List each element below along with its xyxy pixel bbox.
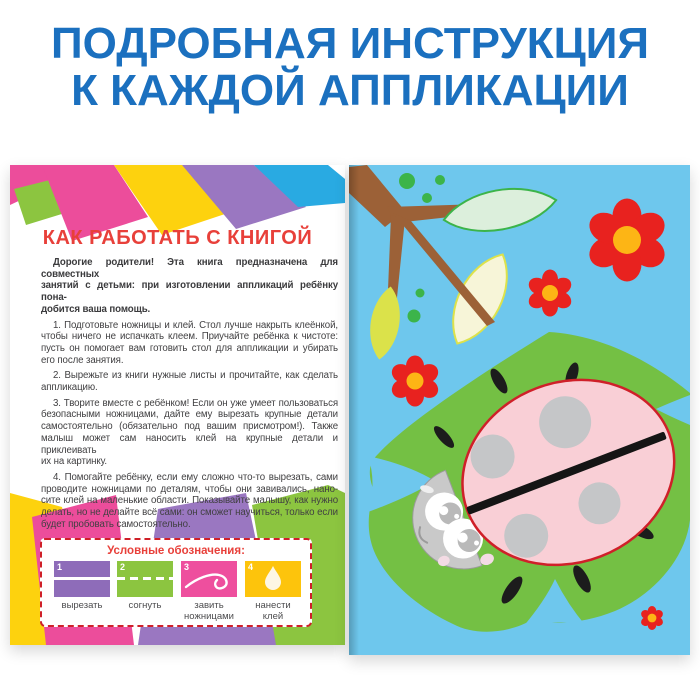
text-line: безопасными ножницами, дайте ему вырезать крупные детали bbox=[41, 409, 338, 421]
text-line: пусть он помогает вам готовить стол для аппликации и убирать bbox=[41, 342, 338, 354]
legend-label-curl: завить ножницами bbox=[184, 600, 234, 622]
curl-stroke-icon bbox=[181, 561, 237, 597]
legend-number: 1 bbox=[57, 562, 63, 572]
text-line: 1. Подготовьте ножницы и клей. Стол лучше накрыть клеёнкой, bbox=[53, 319, 338, 331]
title-line-1: ПОДРОБНАЯ ИНСТРУКЦИЯ bbox=[51, 19, 649, 68]
right-page bbox=[349, 165, 690, 655]
legend-label-cut: вырезать bbox=[61, 600, 103, 611]
ladybug-applique-scene bbox=[349, 165, 690, 655]
text-line: 4. Помогайте ребёнку, если ему сложно что-то вырезать, сами bbox=[53, 471, 338, 483]
step-2-paragraph bbox=[41, 370, 338, 393]
text-line: сите клей на маленькие области. Показывайте малышу, как нужно bbox=[41, 495, 338, 507]
text-line: малыш может сам наносить клей на крупные детали и приклеивать bbox=[41, 432, 338, 456]
text-line: чтобы ничего не испачкать клеем. Приучайте ребёнка к чистоте: bbox=[41, 331, 338, 343]
text-line: самостоятельно (обязательно под вашим присмотром!). Также bbox=[41, 421, 338, 433]
text-line: Дорогие родители! Эта книга предназначена для совместных bbox=[41, 257, 338, 280]
legend-title: Условные обозначения: bbox=[107, 545, 245, 557]
text-line: делать, но не делайте всё сами: он сможет научиться, только если bbox=[41, 507, 338, 519]
legend-number: 2 bbox=[120, 562, 126, 572]
intro-paragraph bbox=[41, 257, 338, 316]
legend-label-fold: согнуть bbox=[128, 600, 162, 611]
text-line: проводите ножницами по деталям, чтобы они завивались, нано- bbox=[41, 483, 338, 495]
legend-number: 4 bbox=[248, 562, 254, 572]
text-line: их на картинку. bbox=[41, 456, 107, 468]
fold-dashed-line-icon bbox=[117, 577, 173, 580]
instructions-text bbox=[41, 257, 338, 534]
step-3-paragraph bbox=[41, 398, 338, 468]
section-heading: КАК РАБОТАТЬ С КНИГОЙ bbox=[42, 227, 313, 249]
glue-drop-icon bbox=[245, 561, 301, 597]
legend-swatch-fold bbox=[117, 561, 173, 597]
step-1-paragraph bbox=[41, 320, 338, 367]
legend-box bbox=[40, 538, 312, 627]
legend-label-glue: нанести клей bbox=[255, 600, 291, 622]
legend-number: 3 bbox=[184, 562, 190, 572]
left-page bbox=[10, 165, 345, 645]
text-line: 3. Творите вместе с ребёнком! Если он уже умеет пользоваться bbox=[53, 397, 338, 409]
step-4-paragraph bbox=[41, 472, 338, 531]
text-line: будет пробовать самостоятельно. bbox=[41, 518, 191, 530]
legend-swatch-curl bbox=[181, 561, 237, 597]
text-line: его после занятия. bbox=[41, 354, 124, 366]
text-line: добится ваша помощь. bbox=[41, 303, 151, 315]
page-title bbox=[0, 20, 700, 114]
text-line: аппликацию. bbox=[41, 382, 98, 394]
text-line: 2. Вырежьте из книги нужные листы и прочитайте, как сделать bbox=[53, 370, 338, 382]
text-line: занятий с детьми: при изготовлении аппликаций ребёнку пона- bbox=[41, 280, 338, 304]
book-spread bbox=[10, 165, 690, 655]
title-line-2: К КАЖДОЙ АППЛИКАЦИИ bbox=[71, 66, 629, 115]
legend-swatch-cut bbox=[54, 561, 110, 597]
legend-swatch-glue bbox=[245, 561, 301, 597]
cut-line-icon bbox=[54, 577, 110, 580]
